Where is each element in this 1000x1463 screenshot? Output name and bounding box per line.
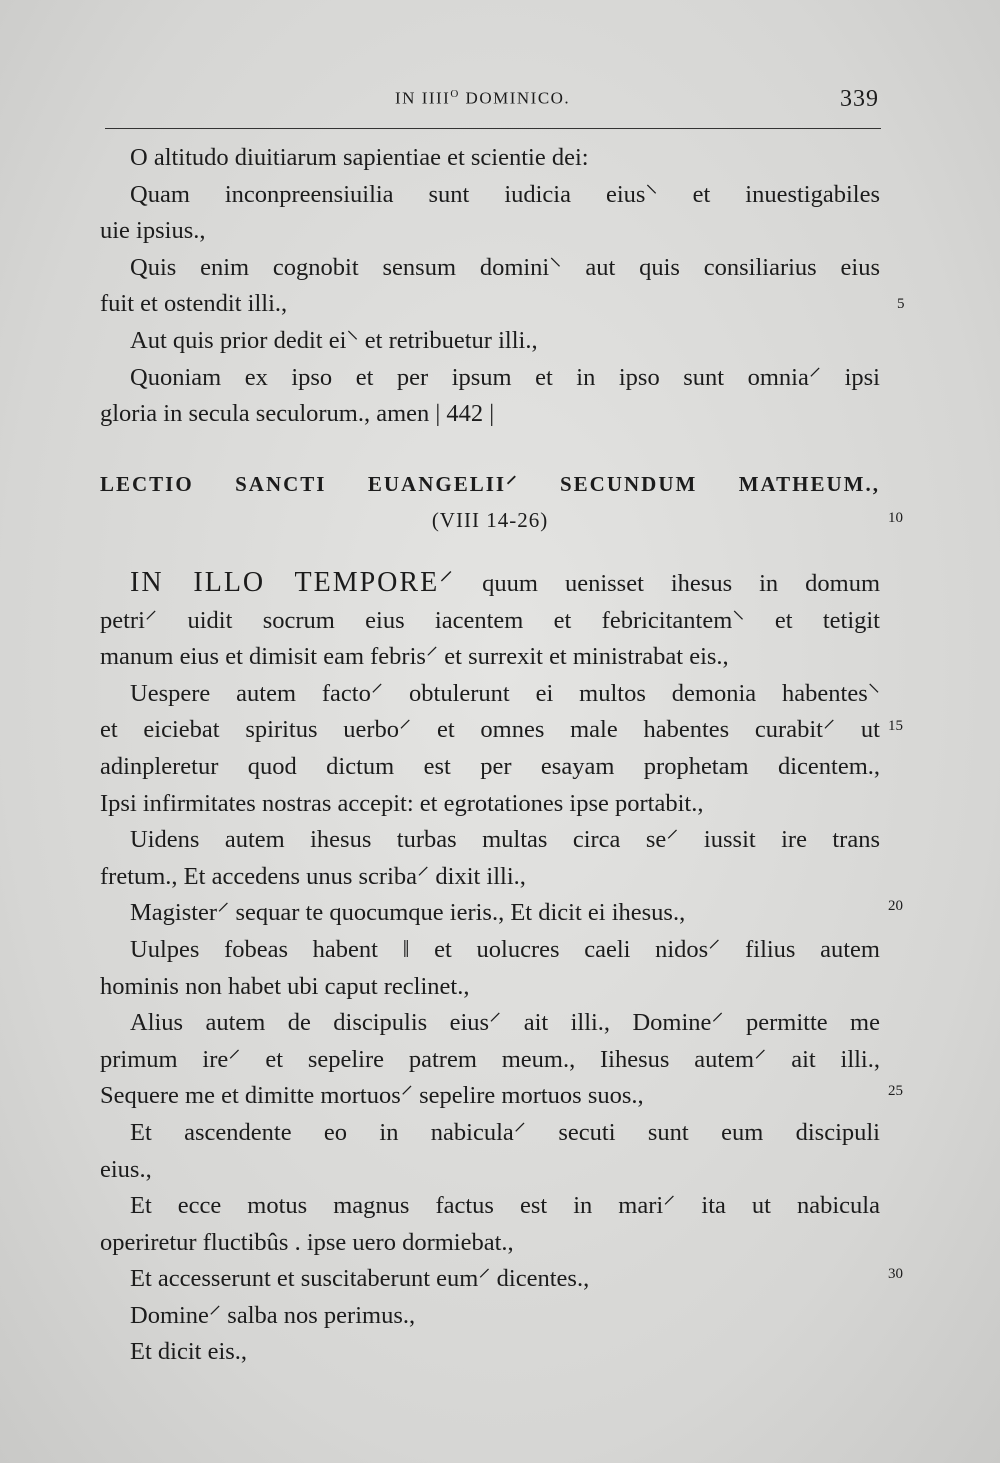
line-number: 15	[888, 718, 903, 734]
text-line: et eiciebat spiritus uerbo⸍ et omnes male habentes curabit⸍ ut	[100, 716, 880, 744]
line-number: 25	[888, 1083, 903, 1099]
text-line: Uespere autem facto⸍ obtulerunt ei multos demonia habentes⸌	[130, 679, 880, 707]
text-line: petri⸍ uidit socrum eius iacentem et febricitantem⸌ et tetigit	[100, 606, 880, 634]
text-line: Sequere me et dimitte mortuos⸍ sepelire mortuos suos.,	[100, 1082, 644, 1110]
running-head-superscript: O	[450, 88, 460, 100]
text-line: eius.,	[100, 1155, 152, 1183]
running-head-suffix: DOMINICO.	[459, 88, 571, 108]
text-line: Et dicit eis.,	[130, 1338, 248, 1366]
text-line: Et ecce motus magnus factus est in mari⸍ ita ut nabicula	[130, 1192, 880, 1220]
line-number: 30	[888, 1266, 903, 1282]
text-line: Quis enim cognobit sensum domini⸌ aut quis consiliarius eius	[130, 253, 880, 281]
lection-title: LECTIO SANCTI EUANGELII⸍ SECUNDUM MATHEUM.,	[100, 472, 880, 496]
text-line-first	[100, 565, 880, 603]
text-line: hominis non habet ubi caput reclinet.,	[100, 972, 470, 1000]
lection-reference: (VIII 14-26)	[431, 508, 549, 532]
text-line: fretum., Et accedens unus scriba⸍ dixit illi.,	[100, 862, 526, 890]
text-line: adinpleretur quod dictum est per esayam prophetam dicentem.,	[100, 752, 880, 780]
text-line: Magister⸍ sequar te quocumque ieris., Et dicit ei ihesus.,	[130, 899, 686, 927]
line-number: 10	[888, 510, 903, 526]
epistle-text	[100, 140, 880, 433]
text-line: uie ipsius.,	[100, 217, 206, 245]
text-line: operiretur fluctibûs . ipse uero dormiebat.,	[100, 1228, 514, 1256]
text-line: Et ascendente eo in nabicula⸍ secuti sunt eum discipuli	[130, 1118, 880, 1146]
text-line: Quoniam ex ipso et per ipsum et in ipso sunt omnia⸍ ipsi	[130, 363, 880, 391]
gospel-text	[100, 565, 880, 1371]
text-line: Uidens autem ihesus turbas multas circa se⸍ iussit ire trans	[130, 826, 880, 854]
text-line: Alius autem de discipulis eius⸍ ait illi., Domine⸍ permitte me	[130, 1009, 880, 1037]
text-line: Quam inconpreensiuilia sunt iudicia eius⸌ et inuestigabiles	[130, 180, 880, 208]
text-line: manum eius et dimisit eam febris⸍ et surrexit et ministrabat eis.,	[100, 643, 729, 671]
line-number: 20	[888, 898, 903, 914]
running-head-prefix: IN IIII	[395, 88, 451, 108]
text-line: O altitudo diuitiarum sapientiae et scientie dei:	[130, 144, 589, 171]
page-number: 339	[840, 86, 879, 112]
incipit: IN ILLO TEMPORE⸍	[130, 567, 456, 598]
first-line-rest: quum uenisset ihesus in domum	[455, 570, 880, 597]
line-number: 5	[897, 296, 905, 312]
text-line: Et accesserunt et suscitaberunt eum⸍ dicentes.,	[130, 1265, 590, 1293]
text-line: Uulpes fobeas habent ‖ et uolucres caeli nidos⸍ filius autem	[130, 935, 880, 963]
text-line: gloria in secula seculorum., amen | 442 |	[100, 400, 495, 428]
text-line: primum ire⸍ et sepelire patrem meum., Iihesus autem⸍ ait illi.,	[100, 1045, 880, 1073]
running-head	[395, 88, 570, 109]
text-line: Domine⸍ salba nos perimus.,	[130, 1301, 416, 1329]
text-line: Aut quis prior dedit ei⸌ et retribuetur illi.,	[130, 326, 538, 354]
header-rule	[105, 128, 881, 129]
text-line: Ipsi infirmitates nostras accepit: et egrotationes ipse portabit.,	[100, 789, 704, 817]
text-line: fuit et ostendit illi.,	[100, 290, 288, 318]
